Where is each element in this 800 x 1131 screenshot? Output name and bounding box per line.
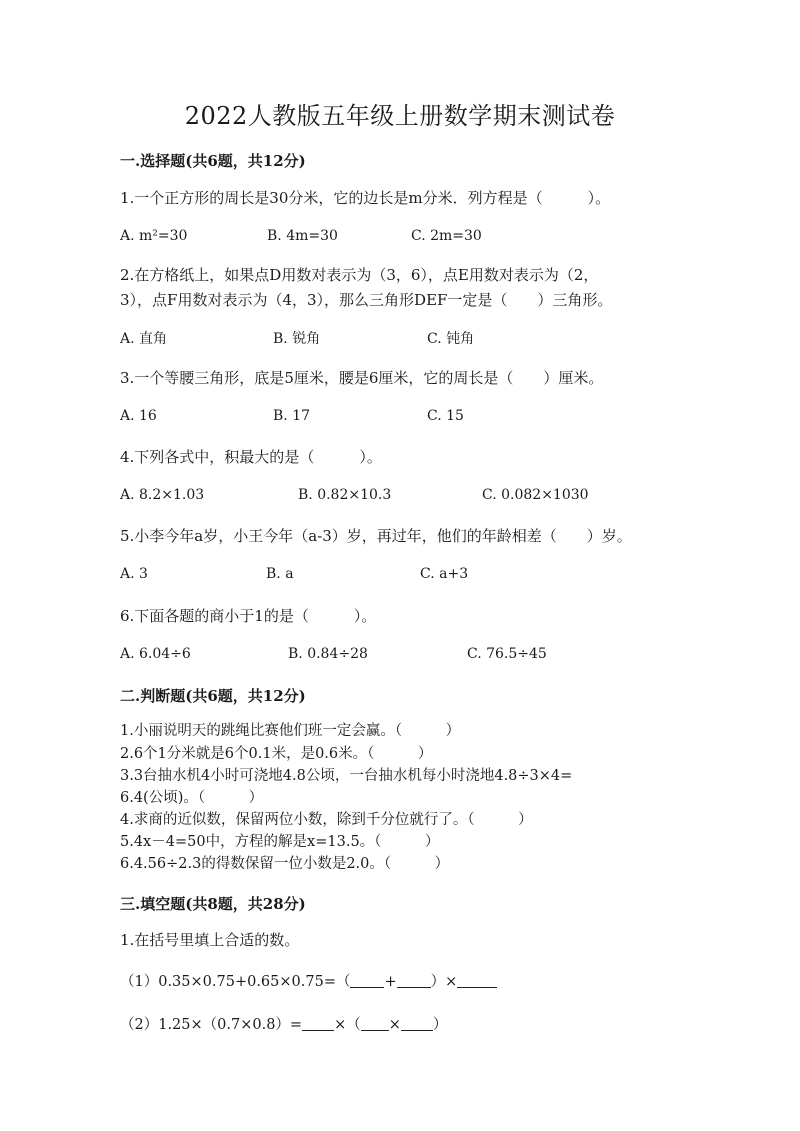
judgment-item: 3.3台抽水机4小时可浇地4.8公顷，一台抽水机每小时浇地4.8÷3×4= (120, 768, 573, 784)
question-1: 1.一个正方形的周长是30分米，它的边长是m分米．列方程是（ ）。 (120, 189, 611, 207)
option-a: A. 16 (120, 408, 157, 424)
option-b: B. 4m=30 (267, 228, 338, 244)
fill-text: （2）1.25×（0.7×0.8）= (120, 1017, 303, 1033)
option-b: B. 0.82×10.3 (298, 487, 392, 503)
question-2-line-2: 3），点F用数对表示为（4，3），那么三角形DEF一定是（ ）三角形。 (120, 291, 613, 309)
options-1 (120, 228, 680, 248)
question-3: 3.一个等腰三角形，底是5厘米，腰是6厘米，它的周长是（ ）厘米。 (120, 369, 604, 387)
option-a: A. 直角 (120, 331, 168, 347)
question-5: 5.小李今年a岁，小王今年（a-3）岁，再过年，他们的年龄相差（ ）岁。 (120, 527, 632, 545)
judgment-item: 4.求商的近似数，保留两位小数，除到千分位就行了。（ ） (120, 812, 533, 828)
fill-text: ）× (430, 974, 458, 990)
answer-blank[interactable] (361, 1015, 389, 1031)
option-b: B. a (266, 566, 294, 582)
options-4 (120, 487, 680, 507)
options-5 (120, 566, 680, 586)
fill-line-1 (120, 970, 497, 991)
option-b: B. 17 (273, 408, 311, 424)
answer-blank[interactable] (350, 972, 384, 988)
option-b: B. 0.84÷28 (288, 646, 368, 662)
question-6: 6.下面各题的商小于1的是（ ）。 (120, 607, 377, 625)
fill-text: （1）0.35×0.75+0.65×0.75=（ (120, 974, 351, 990)
judgment-item: 1.小丽说明天的跳绳比赛他们班一定会赢。（ ） (120, 723, 461, 739)
option-c: C. 2m=30 (411, 228, 482, 244)
options-2 (120, 328, 680, 348)
question-2-line-1: 2.在方格纸上，如果点D用数对表示为（3，6），点E用数对表示为（2， (120, 266, 599, 284)
option-c: C. 76.5÷45 (467, 646, 547, 662)
answer-blank[interactable] (401, 1015, 433, 1031)
fill-text: + (384, 974, 397, 990)
option-c: C. 15 (427, 408, 464, 424)
section-heading-judgment: 二.判断题(共6题，共12分) (120, 687, 306, 705)
options-6 (120, 646, 680, 666)
option-a: A. 8.2×1.03 (120, 487, 205, 503)
answer-blank[interactable] (397, 972, 431, 988)
judgment-item: 6.4.56÷2.3的得数保留一位小数是2.0。（ ） (120, 856, 450, 872)
fill-question-1: 1.在括号里填上合适的数。 (120, 931, 300, 949)
option-a: A. m²=30 (120, 228, 188, 244)
option-c: C. 钝角 (427, 331, 475, 347)
judgment-item: 2.6个1分米就是6个0.1米，是0.6米。（ ） (120, 746, 433, 762)
section-heading-fill: 三.填空题(共8题，共28分) (120, 895, 306, 913)
page-title: 2022人教版五年级上册数学期末测试卷 (184, 102, 616, 130)
judgment-item-continuation: 6.4(公顷)。（ ） (120, 790, 264, 806)
option-a: A. 6.04÷6 (120, 646, 191, 662)
judgment-item: 5.4x－4=50中，方程的解是x=13.5。（ ） (120, 834, 440, 850)
section-heading-choice: 一.选择题(共6题，共12分) (120, 152, 306, 170)
fill-text: ） (432, 1017, 448, 1033)
option-b: B. 锐角 (273, 331, 321, 347)
answer-blank[interactable] (457, 972, 497, 988)
option-c: C. 0.082×1030 (482, 487, 589, 503)
fill-text: ×（ (334, 1017, 361, 1033)
fill-line-2 (120, 1013, 447, 1034)
option-a: A. 3 (120, 566, 148, 582)
answer-blank[interactable] (302, 1015, 334, 1031)
option-c: C. a+3 (420, 566, 469, 582)
options-3 (120, 408, 680, 428)
fill-text: × (388, 1017, 401, 1033)
question-4: 4.下列各式中，积最大的是（ ）。 (120, 448, 382, 466)
